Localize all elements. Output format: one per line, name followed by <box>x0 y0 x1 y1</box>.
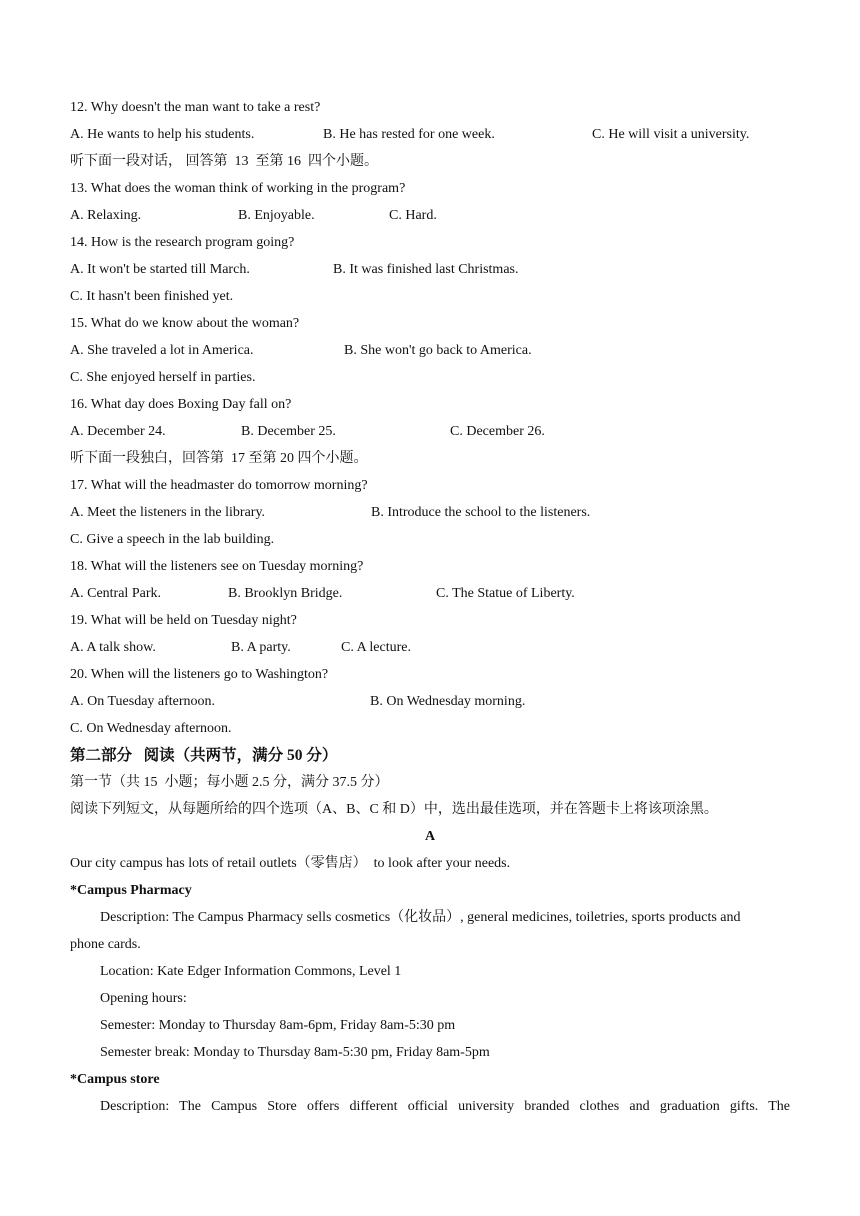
section-one-title: 第一节（共 15 小题；每小题 2.5 分，满分 37.5 分） <box>70 775 389 790</box>
pharmacy-title: *Campus Pharmacy <box>70 883 192 898</box>
option-20-c: C. On Wednesday afternoon. <box>70 721 232 736</box>
passage-intro: Our city campus has lots of retail outlets（零售店） to look after your needs. <box>70 856 511 871</box>
option-13-b: B. Enjoyable. <box>238 208 315 223</box>
pharmacy-hours-label: Opening hours: <box>100 991 187 1006</box>
pharmacy-hours-semester: Semester: Monday to Thursday 8am-6pm, Friday 8am-5:30 pm <box>100 1018 456 1033</box>
option-14-c: C. It hasn't been finished yet. <box>70 289 234 304</box>
option-15-a: A. She traveled a lot in America. <box>70 343 254 358</box>
option-15-c: C. She enjoyed herself in parties. <box>70 370 256 385</box>
question-14: 14. How is the research program going? <box>70 235 295 250</box>
option-17-c: C. Give a speech in the lab building. <box>70 532 275 547</box>
reading-instructions: 阅读下列短文，从每题所给的四个选项（A、B、C 和 D）中，选出最佳选项，并在答题卡上将该项涂黑。 <box>70 802 718 817</box>
pharmacy-location: Location: Kate Edger Information Commons, Level 1 <box>100 964 402 979</box>
question-12: 12. Why doesn't the man want to take a rest? <box>70 100 321 115</box>
part-two-title: 第二部分 阅读（共两节，满分 50 分） <box>70 747 338 764</box>
pharmacy-description: Description: The Campus Pharmacy sells cosmetics（化妆品）, general medicines, toiletries, sports products and <box>100 910 741 925</box>
question-19: 19. What will be held on Tuesday night? <box>70 613 297 628</box>
option-19-b: B. A party. <box>231 640 291 655</box>
pharmacy-hours-break: Semester break: Monday to Thursday 8am-5:30 pm, Friday 8am-5pm <box>100 1045 490 1060</box>
option-18-a: A. Central Park. <box>70 586 161 601</box>
option-18-b: B. Brooklyn Bridge. <box>228 586 343 601</box>
passage-label: A <box>424 829 436 844</box>
option-19-a: A. A talk show. <box>70 640 156 655</box>
option-13-a: A. Relaxing. <box>70 208 142 223</box>
option-12-b: B. He has rested for one week. <box>323 127 495 142</box>
option-13-c: C. Hard. <box>389 208 437 223</box>
option-17-a: A. Meet the listeners in the library. <box>70 505 266 520</box>
option-20-a: A. On Tuesday afternoon. <box>70 694 216 709</box>
question-15: 15. What do we know about the woman? <box>70 316 300 331</box>
pharmacy-description-cont: phone cards. <box>70 937 141 952</box>
store-description: Description: The Campus Store offers different official university branded clothes and graduation gifts. The <box>100 1099 790 1114</box>
option-19-c: C. A lecture. <box>341 640 411 655</box>
option-12-a: A. He wants to help his students. <box>70 127 255 142</box>
option-16-b: B. December 25. <box>241 424 336 439</box>
option-20-b: B. On Wednesday morning. <box>370 694 526 709</box>
option-17-b: B. Introduce the school to the listeners. <box>371 505 591 520</box>
option-16-a: A. December 24. <box>70 424 166 439</box>
option-18-c: C. The Statue of Liberty. <box>436 586 575 601</box>
store-title: *Campus store <box>70 1072 160 1087</box>
question-20: 20. When will the listeners go to Washington? <box>70 667 329 682</box>
option-16-c: C. December 26. <box>450 424 545 439</box>
question-16: 16. What day does Boxing Day fall on? <box>70 397 292 412</box>
question-13: 13. What does the woman think of working in the program? <box>70 181 406 196</box>
question-18: 18. What will the listeners see on Tuesday morning? <box>70 559 364 574</box>
option-12-c: C. He will visit a university. <box>592 127 750 142</box>
option-14-b: B. It was finished last Christmas. <box>333 262 519 277</box>
directions-17-20: 听下面一段独白，回答第 17 至第 20 四个小题。 <box>70 451 368 466</box>
option-14-a: A. It won't be started till March. <box>70 262 250 277</box>
question-17: 17. What will the headmaster do tomorrow morning? <box>70 478 368 493</box>
option-15-b: B. She won't go back to America. <box>344 343 532 358</box>
directions-13-16: 听下面一段对话， 回答第 13 至第 16 四个小题。 <box>70 154 378 169</box>
